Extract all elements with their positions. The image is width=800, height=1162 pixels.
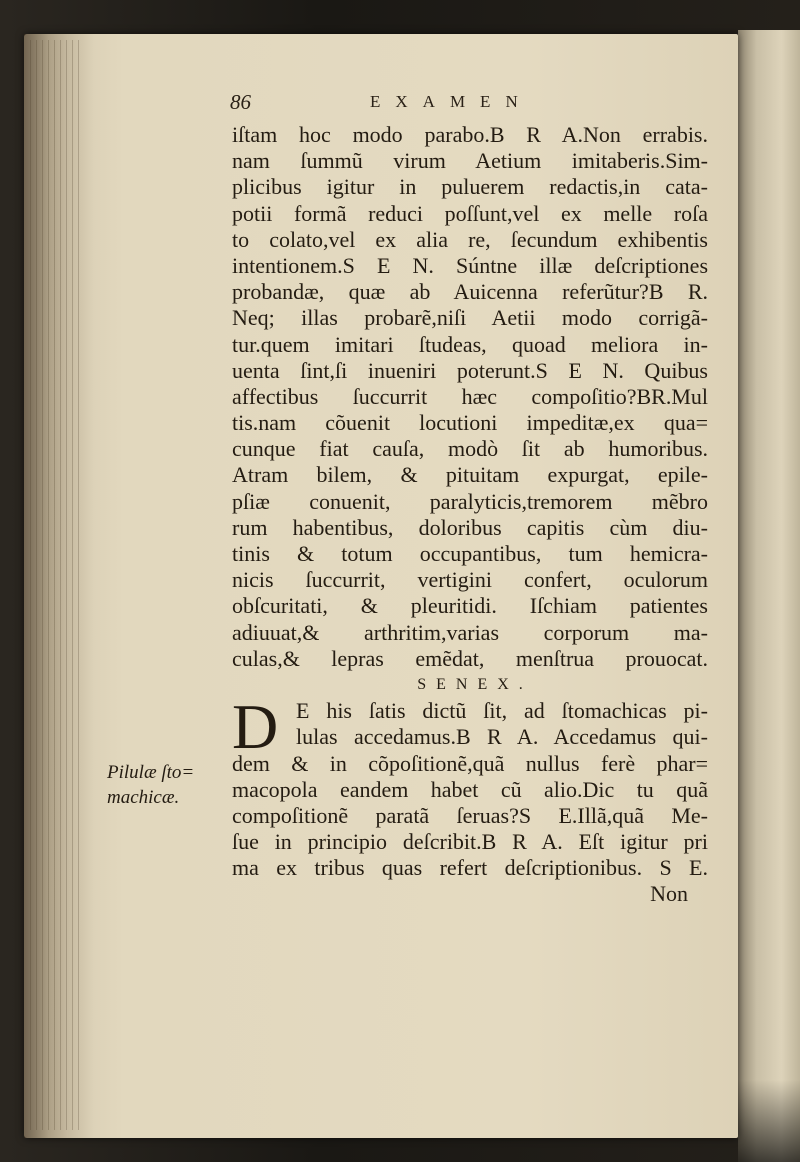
text-line: lulas accedamus.B R A. Accedamus qui- [296,724,708,750]
paragraph-after-initial [232,751,708,882]
drop-cap-initial: D [232,691,279,763]
text-line: potii formã reduci poſſunt,vel ex melle roſa [232,200,708,226]
text-line: plicibus igitur in puluerem redactis,in cata- [232,174,708,200]
facing-page-shadow [738,1080,800,1162]
text-line: tis.nam cõuenit locutioni impeditæ,ex qua= [232,410,708,436]
text-line: macopola eandem habet cũ alio.Dic tu quã [232,776,708,802]
marginal-note [107,760,217,810]
marginal-note-line: machicæ. [107,787,180,808]
text-line: compoſitionẽ paratã ſeruas?S E.Illã,quã Me- [232,802,708,828]
text-line: nam ſummũ virum Aetium imitaberis.Sim- [232,148,708,174]
main-text [232,122,708,908]
text-line: dem & in cõpoſitionẽ,quã nullus ferè phar= [232,750,708,776]
text-line: culas,& lepras emẽdat, menſtrua prouocat. [232,645,708,671]
text-line: affectibus ſuccurrit hæc compoſitio?BR.Mul [232,383,708,409]
text-line: tur.quem imitari ſtudeas, quoad meliora in- [232,331,708,357]
text-line: Neq; illas probarẽ,niſi Aetii modo corrigã- [232,305,708,331]
text-line: ma ex tribus quas refert deſcriptionibus. S E. [232,855,708,881]
text-line: Atram bilem, & pituitam expurgat, epile- [232,462,708,488]
indented-lines [232,698,708,750]
text-line: uenta ſint,ſi inueniri poterunt.S E N. Quibus [232,357,708,383]
text-line: pſiæ conuenit, paralyticis,tremorem mẽbro [232,488,708,514]
marginal-note-line: Pilulæ ſto= [107,762,195,783]
text-line: to colato,vel ex alia re, ſecundum exhibentis [232,226,708,252]
text-line: obſcuritati, & pleuritidi. Iſchiam patientes [232,593,708,619]
facing-page-edge [738,30,800,1162]
page-edge-texture [30,40,80,1130]
text-line: ſue in principio deſcribit.B R A. Eſt igitur pri [232,829,708,855]
text-line: E his ſatis dictũ ſit, ad ſtomachicas pi- [296,698,708,724]
text-line: adiuuat,& arthritim,varias corporum ma- [232,619,708,645]
running-title: EXAMEN [370,92,533,111]
section-heading: SENEX. [417,675,533,693]
text-line: cunque fiat cauſa, modò ſit ab humoribus. [232,436,708,462]
catchword: Non [650,881,688,907]
text-line: iſtam hoc modo parabo.B R A.Non errabis. [232,122,708,147]
text-line: nicis ſuccurrit, vertigini confert, oculorum [232,567,708,593]
paragraph-before-heading [232,122,708,672]
text-line: probandæ, quæ ab Auicenna referũtur?B R. [232,279,708,305]
text-line: rum habentibus, doloribus capitis cùm diu- [232,514,708,540]
page-header [230,90,570,114]
text-line: intentionem.S E N. Súntne illæ deſcriptiones [232,252,708,278]
page-number: 86 [230,90,251,114]
text-line: tinis & totum occupantibus, tum hemicra- [232,541,708,566]
